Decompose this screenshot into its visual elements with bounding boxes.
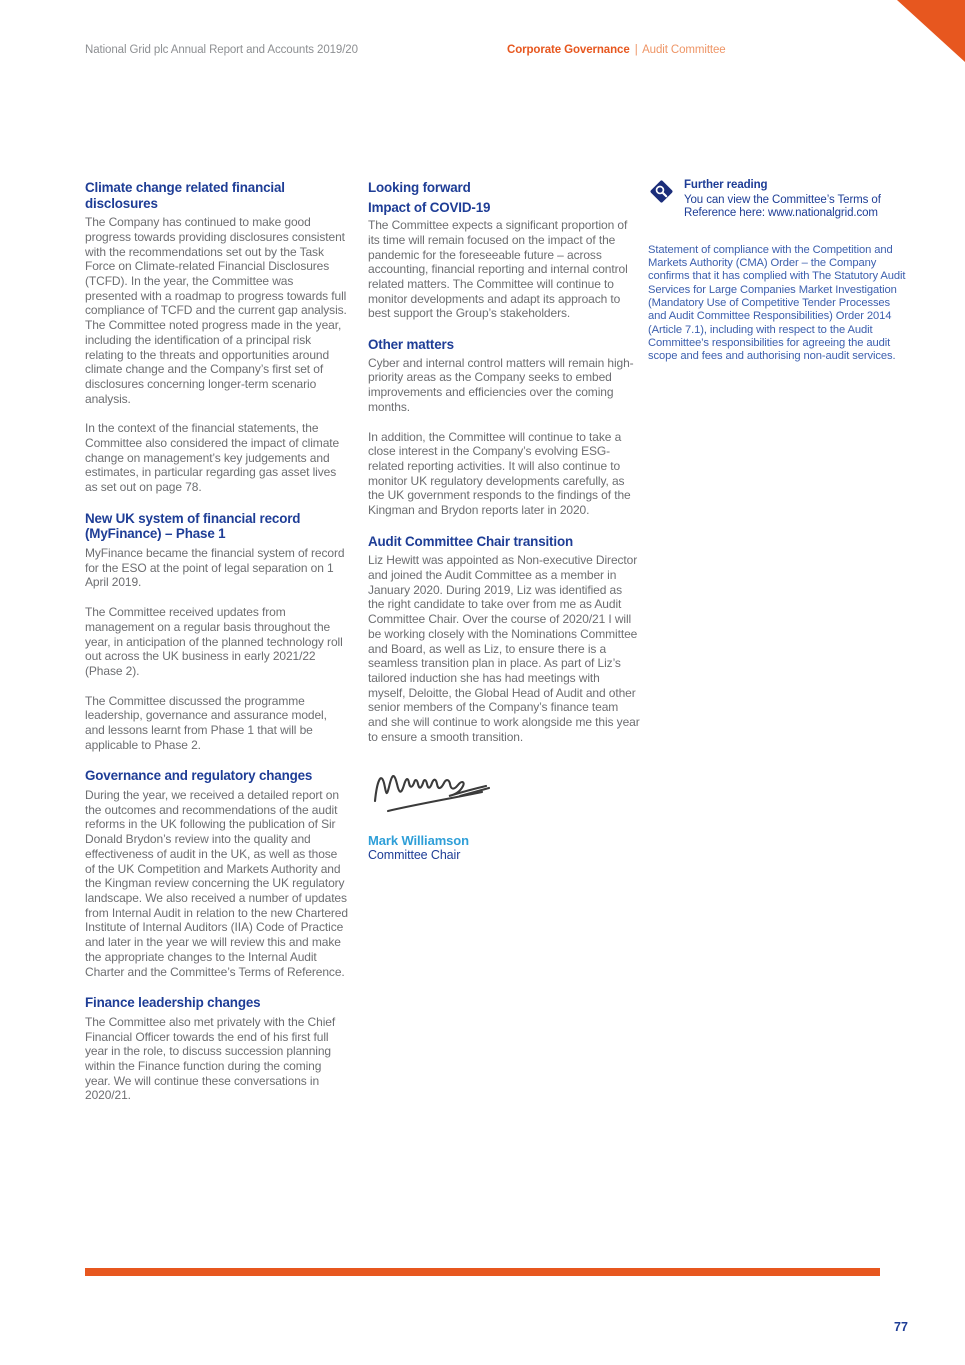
paragraph: The Committee expects a significant proportion of its time will remain focused on the impact of the pandemic for the foreseeable future – across accounting, financial reporting and internal control related matters. The Committee will continue to monitor developments and adapt its approach to best support the Group’s stakeholders. bbox=[368, 218, 628, 321]
heading-chair-transition: Audit Committee Chair transition bbox=[368, 533, 573, 549]
breadcrumb-subsection: Audit Committee bbox=[642, 44, 726, 56]
paragraph: During the year, we received a detailed report on the outcomes and recommendations of the audit reforms in the UK following the publication of Sir Donald Brydon’s review into the quality and effectiveness of audit in the UK, as well as those of the UK Competition and Markets Authority and the Kingman review concerning the UK regulatory landscape. We also received a number of updates from Internal Audit in relation to the new Chartered Institute of Internal Auditors (IIA) Code of Practice and later in the year we will review this and make the appropriate changes to the Internal Audit Charter and the Committee’s Terms of Reference. bbox=[85, 788, 348, 979]
paragraph: The Committee received updates from management on a regular basis throughout the year, in anticipation of the planned technology roll out across the UK business in early 2021/22 (Phase 2). bbox=[85, 605, 343, 678]
report-title: National Grid plc Annual Report and Accounts 2019/20 bbox=[85, 44, 358, 56]
breadcrumb bbox=[507, 44, 726, 56]
paragraph: In the context of the financial statements, the Committee also considered the impact of climate change on management’s key judgements and estimates, in particular regarding gas asset lives as set out on page 78. bbox=[85, 421, 340, 495]
subheading-impact-covid: Impact of COVID-19 bbox=[368, 199, 491, 215]
further-reading-text[interactable]: You can view the Committee’s Terms of Reference here: www.nationalgrid.com bbox=[684, 193, 881, 220]
corner-triangle bbox=[897, 0, 965, 62]
footer-rule bbox=[85, 1268, 880, 1276]
breadcrumb-section: Corporate Governance bbox=[507, 44, 630, 56]
further-reading-text-block bbox=[684, 178, 902, 221]
paragraph: In addition, the Committee will continue to take a close interest in the Company’s evolving ESG-related reporting activities. It will also continue to monitor UK regulatory developments carefully, as the UK government responds to the findings of the Kingman and Brydon reports later in 2020. bbox=[368, 429, 631, 518]
page-number: 77 bbox=[894, 1320, 908, 1334]
further-reading-title: Further reading bbox=[684, 179, 768, 191]
further-reading-block bbox=[648, 178, 910, 221]
paragraph: The Committee discussed the programme leadership, governance and assurance model, and lessons learnt from Phase 1 that will be applicable to Phase 2. bbox=[85, 693, 327, 752]
heading-looking-forward: Looking forward bbox=[368, 180, 471, 195]
paragraph: MyFinance became the financial system of record for the ESO at the point of legal separation on 1 April 2019. bbox=[85, 546, 345, 590]
magnifier-diamond-icon bbox=[648, 178, 675, 205]
column-1 bbox=[85, 180, 348, 1118]
signatory-name: Mark Williamson bbox=[368, 833, 469, 849]
subheading-other-matters: Other matters bbox=[368, 337, 454, 353]
paragraph: The Company has continued to make good progress towards providing disclosures consistent with the recommendations set out by the Task Force on Climate-related Financial Disclosures (TCFD). In the year, the Committee was presented with a roadmap to progress towards full compliance of TCFD and the current gap analysis. The Committee noted progress made in the year, including the identification of a principal risk relating to the threats and opportunities around climate change and the Company’s first set of disclosures concerning longer-term scenario analysis. bbox=[85, 215, 347, 406]
heading-governance-regulatory: Governance and regulatory changes bbox=[85, 768, 313, 784]
paragraph: Cyber and internal control matters will remain high-priority areas as the Company seeks to embed improvements and efficiencies over the coming months. bbox=[368, 355, 634, 414]
heading-myfinance: New UK system of financial record (MyFinance) – Phase 1 bbox=[85, 510, 301, 542]
heading-finance-leadership: Finance leadership changes bbox=[85, 995, 261, 1011]
column-3 bbox=[648, 178, 910, 363]
signatory-title: Committee Chair bbox=[368, 848, 461, 863]
cma-compliance-statement: Statement of compliance with the Competition and Markets Authority (CMA) Order – the Company confirms that it has complied with The Statutory Audit Services for Large Companies Market Investigation (Mandatory Use of Competitive Tender Processes and Audit Committee Responsibilities) Order 2014 (Article 7.1), including with respect to the Audit Committee’s responsibilities for agreeing the audit scope and fees and authorising non-audit services. bbox=[648, 243, 906, 363]
signature-block bbox=[368, 759, 640, 863]
paragraph: The Committee also met privately with the Chief Financial Officer towards the end of his first full year in the role, to discuss succession planning within the Finance function during the coming year. We will continue these conversations in 2020/21. bbox=[85, 1014, 336, 1103]
column-2 bbox=[368, 180, 640, 863]
signature-image bbox=[368, 759, 503, 821]
paragraph: Liz Hewitt was appointed as Non-executive Director and joined the Audit Committee as a member in January 2020. During 2019, Liz was identified as the right candidate to take over from me as Audit Committee Chair. Over the course of 2020/21 I will be working closely with the Nominations Committee and Board, as well as Liz, to ensure there is a seamless transition plan in place. As part of Liz’s tailored induction she has had meetings with myself, Deloitte, the Global Head of Audit and other senior members of the Company’s finance team and she will continue to work alongside me this year to ensure a smooth transition. bbox=[368, 553, 640, 744]
breadcrumb-separator: | bbox=[634, 44, 638, 56]
heading-climate-disclosures: Climate change related financial disclosures bbox=[85, 180, 285, 211]
